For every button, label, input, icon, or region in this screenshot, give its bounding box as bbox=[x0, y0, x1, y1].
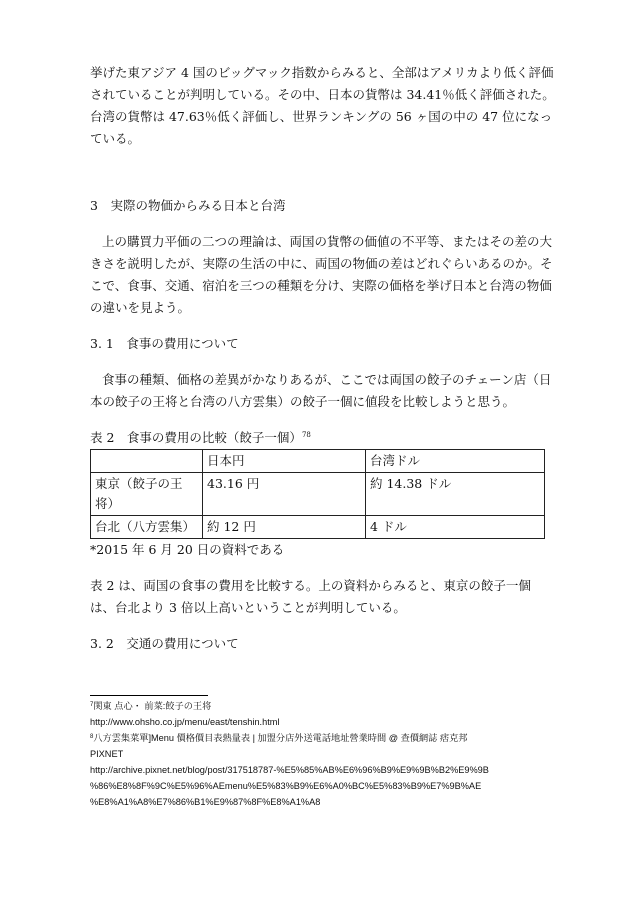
table-cell: 約 12 円 bbox=[203, 516, 366, 539]
meal-cost-table bbox=[90, 449, 545, 539]
footnote-8-title-cont: PIXNET bbox=[90, 749, 124, 759]
table-note: *2015 年 6 月 20 日の資料である bbox=[90, 542, 285, 557]
footnote-ref: 78 bbox=[301, 431, 311, 439]
footnote-mark: 8 bbox=[90, 734, 94, 740]
section-3-heading: 3 実際の物価からみる日本と台湾 bbox=[90, 198, 286, 213]
footnote-title: 八方雲集菜單]Menu 價格價目表熱量表 | 加盟分店外送電話地址營業時間 @ 查價網誌 痞克邦 bbox=[93, 733, 468, 743]
intro-paragraph: 挙げた東アジア 4 国のビッグマック指数からみると、全部はアメリカより低く評価されていることが判明している。その中、日本の貨幣は 34.41％低く評価された。台湾の貨幣は 47.63％低く評価し、世界ランキングの 56 ヶ国の中の 47 位になっている。 bbox=[90, 65, 555, 146]
table-header-row bbox=[91, 450, 545, 473]
section-3-2-heading: 3. 2 交通の費用について bbox=[90, 636, 239, 651]
table-row bbox=[91, 473, 545, 516]
footnote-divider bbox=[90, 695, 208, 696]
table-cell: 台北（八方雲集） bbox=[91, 516, 203, 539]
footnote-7 bbox=[90, 698, 555, 714]
section-3-paragraph: 上の購買力平価の二つの理論は、両国の貨幣の価値の不平等、またはその差の大きさを説明したが、実際の生活の中に、両国の物価の差はどれぐらいあるのか。そこで、食事、交通、宿泊を三つの種類を分け、実際の価格を挙げ日本と台湾の物価の違いを見よう。 bbox=[90, 234, 553, 315]
table-2-caption bbox=[90, 427, 555, 449]
footnote-8-url[interactable]: http://archive.pixnet.net/blog/post/317518787-%E5%85%AB%E6%96%B9%E9%9B%B2%E9%9B bbox=[90, 765, 489, 775]
footnotes bbox=[90, 698, 555, 810]
footnote-7-url[interactable]: http://www.ohsho.co.jp/menu/east/tenshin.html bbox=[90, 717, 280, 727]
footnote-8-url-cont[interactable]: %E8%A1%A8%E7%86%B1%E9%87%8F%E8%A1%A8 bbox=[90, 797, 321, 807]
table-header-cell: 日本円 bbox=[203, 450, 366, 473]
section-3-1-heading: 3. 1 食事の費用について bbox=[90, 336, 239, 351]
footnote-8 bbox=[90, 730, 555, 746]
document-page bbox=[90, 62, 555, 810]
footnote-mark: 7 bbox=[90, 702, 94, 708]
table-cell: 43.16 円 bbox=[203, 473, 366, 516]
table-cell: 4 ドル bbox=[366, 516, 545, 539]
after-table-paragraph: 表 2 は、両国の食事の費用を比較する。上の資料からみると、東京の餃子一個は、台北より 3 倍以上高いということが判明している。 bbox=[90, 578, 531, 615]
table-cell: 約 14.38 ドル bbox=[366, 473, 545, 516]
footnote-title: 関東 点心・ 前菜:餃子の王将 bbox=[93, 701, 212, 711]
table-header-cell: 台湾ドル bbox=[366, 450, 545, 473]
table-header-cell bbox=[91, 450, 203, 473]
table-cell: 東京（餃子の王将） bbox=[91, 473, 203, 516]
footnote-8-url-cont[interactable]: %86%E8%8F%9C%E5%96%AEmenu%E5%83%B9%E6%A0%BC%E5%83%B9%E7%9B%AE bbox=[90, 781, 482, 791]
table-row bbox=[91, 516, 545, 539]
section-3-1-paragraph: 食事の種類、価格の差異がかなりあるが、ここでは両国の餃子のチェーン店（日本の餃子の王将と台湾の八方雲集）の餃子一個に値段を比較しようと思う。 bbox=[90, 372, 552, 409]
table-caption-text: 表 2 食事の費用の比較（餃子一個） bbox=[90, 430, 302, 445]
